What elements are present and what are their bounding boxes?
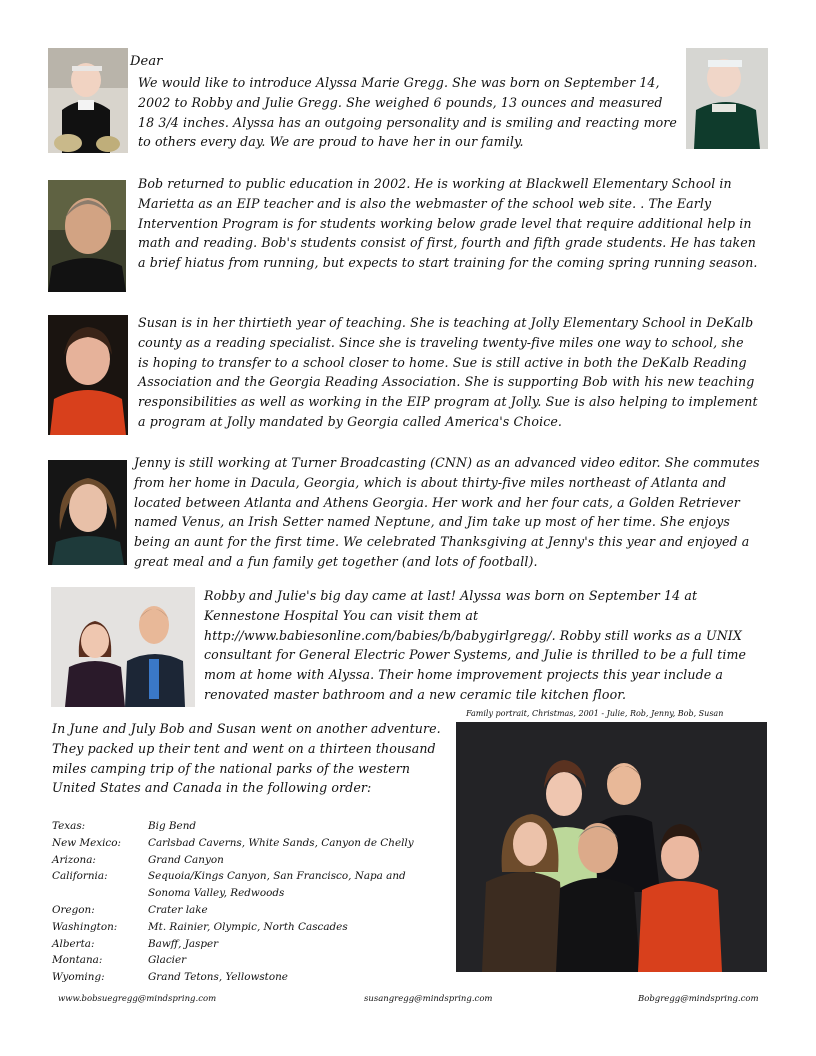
trip-state: New Mexico: [52,836,121,849]
family-portrait-caption: Family portrait, Christmas, 2001 - Julie, Rob, Jenny, Bob, Susan [466,709,724,718]
trip-state: Texas: [52,820,86,832]
greeting: Dear [130,54,163,69]
trip-places: Grand Tetons, Yellowstone [148,971,288,984]
trip-row-washington [52,919,448,936]
trip-row-oregon [52,902,448,919]
trip-state: Washington: [52,920,118,933]
trip-state: Montana: [52,954,103,967]
trip-places: Mt. Rainier, Olympic, North Cascades [148,920,348,933]
footer-email-center[interactable]: susangregg@mindspring.com [364,994,493,1004]
susan-portrait [48,315,128,435]
trip-state: Alberta: [52,937,95,950]
trip-places: Carlsbad Caverns, White Sands, Canyon de Chelly [148,836,414,849]
trip-places: Grand Canyon [148,853,224,866]
alyssa-paragraph: We would like to introduce Alyssa Marie Gregg. She was born on September 14, 2002 to Robby and Julie Gregg. She weighed 6 pounds, 13 ounces and measured 18 3/4 inches. Alyssa has an outgoing personality and is smiling and reacting more to others every day. We are proud to have her in our family. [138,75,677,150]
trip-itinerary [52,818,448,986]
trip-row-texas [52,818,448,835]
trip-row-montana [52,952,448,969]
trip-state: California: [52,870,108,883]
trip-row-arizona [52,852,448,869]
footer-email-left[interactable]: www.bobsuegregg@mindspring.com [58,994,217,1004]
trip-places: Bawff, Jasper [148,937,219,950]
baby-photo-right [686,48,768,149]
trip-state: Wyoming: [52,971,105,984]
footer-email-right[interactable]: Bobgregg@mindspring.com [638,994,759,1004]
bob-portrait [48,180,126,292]
trip-places: Big Bend [148,820,197,832]
trip-places: Sequoia/Kings Canyon, San Francisco, Napa and Sonoma Valley, Redwoods [148,870,406,900]
trip-state: Oregon: [52,903,95,916]
trip-row-california [52,868,448,902]
trip-row-alberta [52,936,448,953]
robby-julie-photo [51,587,195,707]
susan-paragraph: Susan is in her thirtieth year of teaching. She is teaching at Jolly Elementary School in DeKalb county as a reading specialist. Since she is traveling twenty-five miles one way to school, she is hoping to transfer to a school closer to home. Sue is still active in both the DeKalb Reading Association and the Georgia Reading Association. She is supporting Bob with his new teaching responsibilities as well as working in the EIP program at Jolly. Sue is also helping to implement a program at Jolly mandated by Georgia called America's Choice. [138,315,758,429]
baby-photo-left [48,48,128,153]
bob-paragraph: Bob returned to public education in 2002. He is working at Blackwell Elementary School in Marietta as an EIP teacher and is also the webmaster of the school web site. . The Early Intervention Program is for students working below grade level that require additional help in math and reading. Bob's students consist of first, fourth and fifth grade students. He has taken a brief hiatus from running, but expects to start training for the coming spring running season. [138,176,758,271]
trip-paragraph: In June and July Bob and Susan went on another adventure. They packed up their tent and went on a thirteen thousand miles camping trip of the national parks of the western United States and Canada in the following order: [52,721,441,796]
jenny-paragraph: Jenny is still working at Turner Broadcasting (CNN) as an advanced video editor. She commutes from her home in Dacula, Georgia, which is about thirty-five miles northeast of Atlanta and located between Atlanta and Athens Georgia. Her work and her four cats, a Golden Retriever named Venus, an Irish Setter named Neptune, and Jim take up most of her time. She enjoys being an aunt for the first time. We celebrated Thanksgiving at Jenny's this year and enjoyed a great meal and a fun family get together (and lots of football). [134,455,760,569]
trip-places: Crater lake [148,903,208,916]
robby-paragraph: Robby and Julie's big day came at last! Alyssa was born on September 14 at Kennestone Hospital You can visit them at http://www.babiesonline.com/babies/b/babygirlgregg/. Robby still works as a UNIX consultant for General Electric Power Systems, and Julie is thrilled to be a full time mom at home with Alyssa. Their home improvement projects this year include a renovated master bathroom and a new ceramic tile kitchen floor. [204,588,747,702]
trip-row-wyoming [52,969,448,986]
trip-state: Arizona: [52,853,96,866]
trip-row-new-mexico [52,835,448,852]
jenny-portrait [48,460,127,565]
trip-places: Glacier [148,954,187,967]
family-portrait [456,722,767,972]
